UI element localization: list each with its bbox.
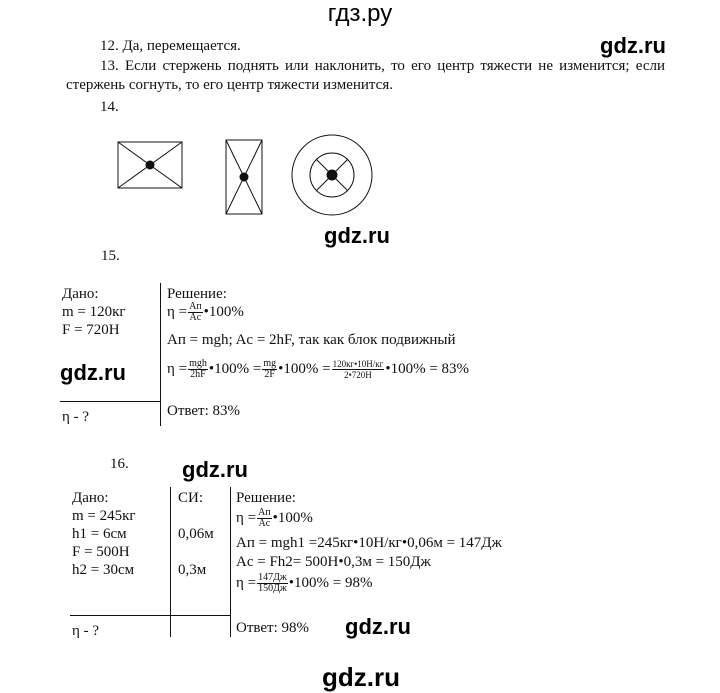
p16-eq2: Aп = mgh1 =245кг•10Н/кг•0,06м = 147Дж — [236, 535, 502, 551]
p16-eq1-num: Aп — [258, 506, 271, 518]
p16-given-h2: h2 = 30см — [72, 562, 135, 578]
p15-eq3-mid2: •100% = — [278, 361, 331, 377]
p15-eq1-num: Aп — [189, 300, 202, 312]
p15-eq3-f2-num: mg — [263, 357, 277, 369]
p16-eq1-den: Aс — [258, 517, 271, 529]
rectangle-horizontal — [118, 142, 182, 188]
p15-eq3-frac1 — [188, 359, 208, 380]
p16-si-h2: 0,3м — [178, 562, 207, 578]
figure-14 — [110, 128, 410, 224]
p16-eq1-rhs: •100% — [272, 510, 313, 526]
p16-given-label: Дано: — [72, 490, 109, 506]
watermark: gdz.ru — [600, 33, 666, 58]
watermark: gdz.ru — [324, 223, 390, 248]
p15-given-force: F = 720Н — [62, 322, 120, 338]
answer-13-line1: 13. Если стержень поднять или наклонить, то его центр тяжести не изменится; если — [100, 58, 665, 74]
p15-eq3-rhs: •100% = 83% — [385, 361, 470, 377]
p15-eq3-frac3 — [332, 359, 385, 380]
p16-eq3: Aс = Fh2= 500Н•0,3м = 150Дж — [236, 554, 431, 570]
p15-eq3-f2-den: 2F — [264, 368, 275, 380]
p16-eq4-rhs: •100% = 98% — [288, 575, 373, 591]
p16-eq4 — [236, 570, 373, 596]
p16-given-force: F = 500Н — [72, 544, 130, 560]
p15-eq3 — [167, 356, 469, 382]
p15-eq1-fraction — [188, 302, 203, 323]
p16-find: η - ? — [72, 623, 99, 639]
p16-answer: Ответ: 98% — [236, 620, 310, 636]
p16-eq4-num: 147Дж — [258, 571, 287, 583]
p15-eq3-lhs: η = — [167, 361, 188, 377]
watermark: gdz.ru — [345, 614, 411, 639]
p15-eq2: Aп = mgh; Aс = 2hF, так как блок подвижный — [167, 332, 456, 348]
p16-eq4-den: 150Дж — [258, 582, 287, 594]
p15-divider-vertical — [160, 283, 161, 426]
p16-solution-label: Решение: — [236, 490, 296, 506]
p15-eq1-rhs: •100% — [203, 304, 244, 320]
p15-eq3-f3-den: 2•720Н — [344, 369, 372, 380]
p15-answer: Ответ: 83% — [167, 403, 241, 419]
p16-eq1 — [236, 506, 313, 530]
p16-given-h1: h1 = 6см — [72, 526, 127, 542]
p15-divider-horizontal — [60, 401, 161, 402]
p15-eq3-f3-num: 120кг•10Н/кг — [332, 358, 384, 369]
p15-solution-label: Решение: — [167, 286, 227, 302]
p16-divider-horizontal — [70, 615, 230, 616]
p16-eq1-fraction — [257, 508, 272, 529]
answer-16: 16. — [110, 456, 129, 472]
site-title: гдз.ру — [327, 0, 393, 27]
p15-eq3-f1-den: 2hF — [190, 368, 206, 380]
p15-given-label: Дано: — [62, 286, 99, 302]
watermark: gdz.ru — [322, 662, 400, 692]
p16-eq1-lhs: η = — [236, 510, 257, 526]
rectangle-vertical — [226, 140, 262, 214]
answer-12: 12. Да, перемещается. — [100, 38, 241, 54]
p16-eq4-fraction — [257, 573, 288, 594]
p16-si-label: СИ: — [178, 490, 204, 506]
p15-given-mass: m = 120кг — [62, 304, 126, 320]
answer-14: 14. — [100, 99, 119, 115]
p16-eq4-lhs: η = — [236, 575, 257, 591]
p16-si-h1: 0,06м — [178, 526, 214, 542]
p15-eq3-mid: •100% = — [208, 361, 262, 377]
p15-eq3-frac2 — [262, 359, 277, 380]
p15-eq1-lhs: η = — [167, 304, 188, 320]
watermark: gdz.ru — [182, 457, 248, 482]
watermark: gdz.ru — [60, 360, 126, 385]
p16-divider-vertical-2 — [230, 487, 231, 637]
p15-eq3-f1-num: mgh — [189, 357, 207, 369]
p15-find: η - ? — [62, 409, 89, 425]
concentric-rings — [292, 135, 372, 215]
answer-15: 15. — [101, 248, 120, 264]
answer-13-line2: стержень согнуть, то его центр тяжести изменится. — [66, 77, 393, 93]
p15-eq1-den: Aс — [189, 311, 202, 323]
p16-given-mass: m = 245кг — [72, 508, 136, 524]
p15-eq1 — [167, 300, 244, 324]
